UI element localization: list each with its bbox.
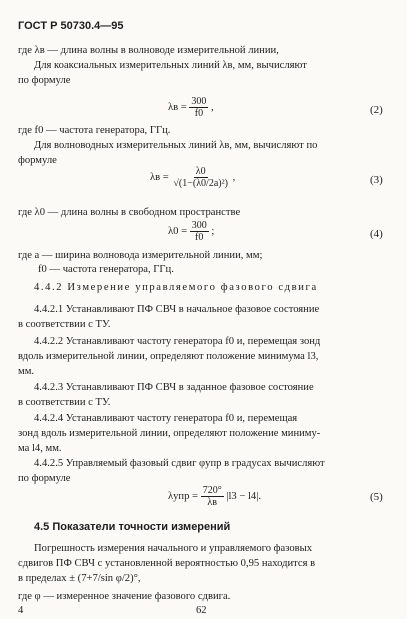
fraction-numerator: λ0 — [195, 166, 206, 177]
paragraph-line: 4.4.2.1 Устанавливают ПФ СВЧ в начальное фазовое состояние — [34, 304, 320, 315]
equation-lhs: λупр = — [168, 490, 199, 502]
paragraph-line: по формуле — [18, 473, 71, 484]
paragraph-line: f0 — частота генератора, ГГц. — [38, 264, 174, 275]
paragraph-line: вдоль измерительной линии, определяют положение минимума l3, — [18, 351, 319, 362]
equation-number: (2) — [370, 104, 383, 116]
equation-number: (5) — [370, 491, 383, 503]
paragraph-line: в соответствии с ТУ. — [18, 319, 111, 330]
paragraph-line: 4.4.2.4 Устанавливают частоту генератора f0 и, перемещая — [34, 413, 298, 424]
fraction — [201, 485, 224, 508]
equation-2 — [168, 96, 214, 119]
equation-tail: ; — [211, 225, 215, 237]
equation-4 — [168, 220, 214, 243]
fraction — [190, 220, 209, 243]
fraction-numerator: 300 — [191, 96, 207, 107]
paragraph-line: 4.4.2.2 Устанавливают частоту генератора f0 и, перемещая зонд — [34, 336, 321, 347]
fraction-numerator: 300 — [191, 220, 207, 231]
paragraph-line: где λ0 — длина волны в свободном пространстве — [18, 207, 241, 218]
paragraph-line: где φ — измеренное значение фазового сдвига. — [18, 591, 231, 602]
fraction — [171, 166, 230, 189]
equation-number: (4) — [370, 228, 383, 240]
paragraph-line: в соответствии с ТУ. — [18, 397, 111, 408]
equation-lhs: λв = — [168, 101, 187, 113]
fraction-denominator: λв — [207, 497, 217, 508]
page-number-left: 4 — [18, 605, 24, 616]
paragraph-line: формуле — [18, 155, 57, 166]
paragraph-line: 4.4.2.5 Управляемый фазовый сдвиг φупр в градусах вычисляют — [34, 458, 325, 469]
equation-number: (3) — [370, 174, 383, 186]
paragraph-line: по формуле — [18, 75, 71, 86]
fraction-denominator: f0 — [194, 108, 204, 119]
page-number-center: 62 — [196, 605, 207, 616]
equation-tail: , — [232, 171, 236, 183]
equation-tail: , — [211, 101, 214, 113]
fraction-numerator: 720° — [202, 485, 222, 496]
paragraph-line: Погрешность измерения начального и управляемого фазовых — [34, 543, 313, 554]
paragraph-line: в пределах ± (7+7/sin φ/2)°, — [18, 573, 141, 584]
equation-tail: |l3 − l4|. — [226, 490, 261, 502]
paragraph-line: зонд вдоль измерительной линии, определяют положение миниму- — [18, 428, 321, 439]
equation-lhs: λ0 = — [168, 225, 188, 237]
paragraph-line: мм. — [18, 366, 35, 377]
fraction-denominator: f0 — [195, 232, 204, 243]
equation-3 — [150, 166, 235, 189]
paragraph-line: Для волноводных измерительных линий λв, мм, вычисляют по — [34, 140, 318, 151]
paragraph-line: где λв — длина волны в волноводе измерительной линии, — [18, 45, 279, 56]
paragraph-line: ма l4, мм. — [18, 443, 62, 454]
fraction-denominator: √(1−(λ0/2a)²) — [173, 178, 228, 189]
paragraph-line: 4.4.2.3 Устанавливают ПФ СВЧ в заданное фазовое состояние — [34, 382, 314, 393]
paragraph-line: Для коаксиальных измерительных линий λв, мм, вычисляют — [34, 60, 307, 71]
equation-lhs: λв = — [150, 171, 169, 183]
section-heading-4-4-2: 4.4.2 Измерение управляемого фазового сдвига — [34, 282, 318, 293]
paragraph-line: где a — ширина волновода измерительной линии, мм; — [18, 250, 263, 261]
paragraph-line: сдвигов ПФ СВЧ с установленной вероятностью 0,95 находится в — [18, 558, 316, 569]
equation-5 — [168, 485, 261, 508]
fraction — [189, 96, 208, 119]
paragraph-line: где f0 — частота генератора, ГГц. — [18, 125, 171, 136]
document-header: ГОСТ Р 50730.4—95 — [18, 20, 124, 32]
section-heading-4-5: 4.5 Показатели точности измерений — [34, 521, 231, 533]
